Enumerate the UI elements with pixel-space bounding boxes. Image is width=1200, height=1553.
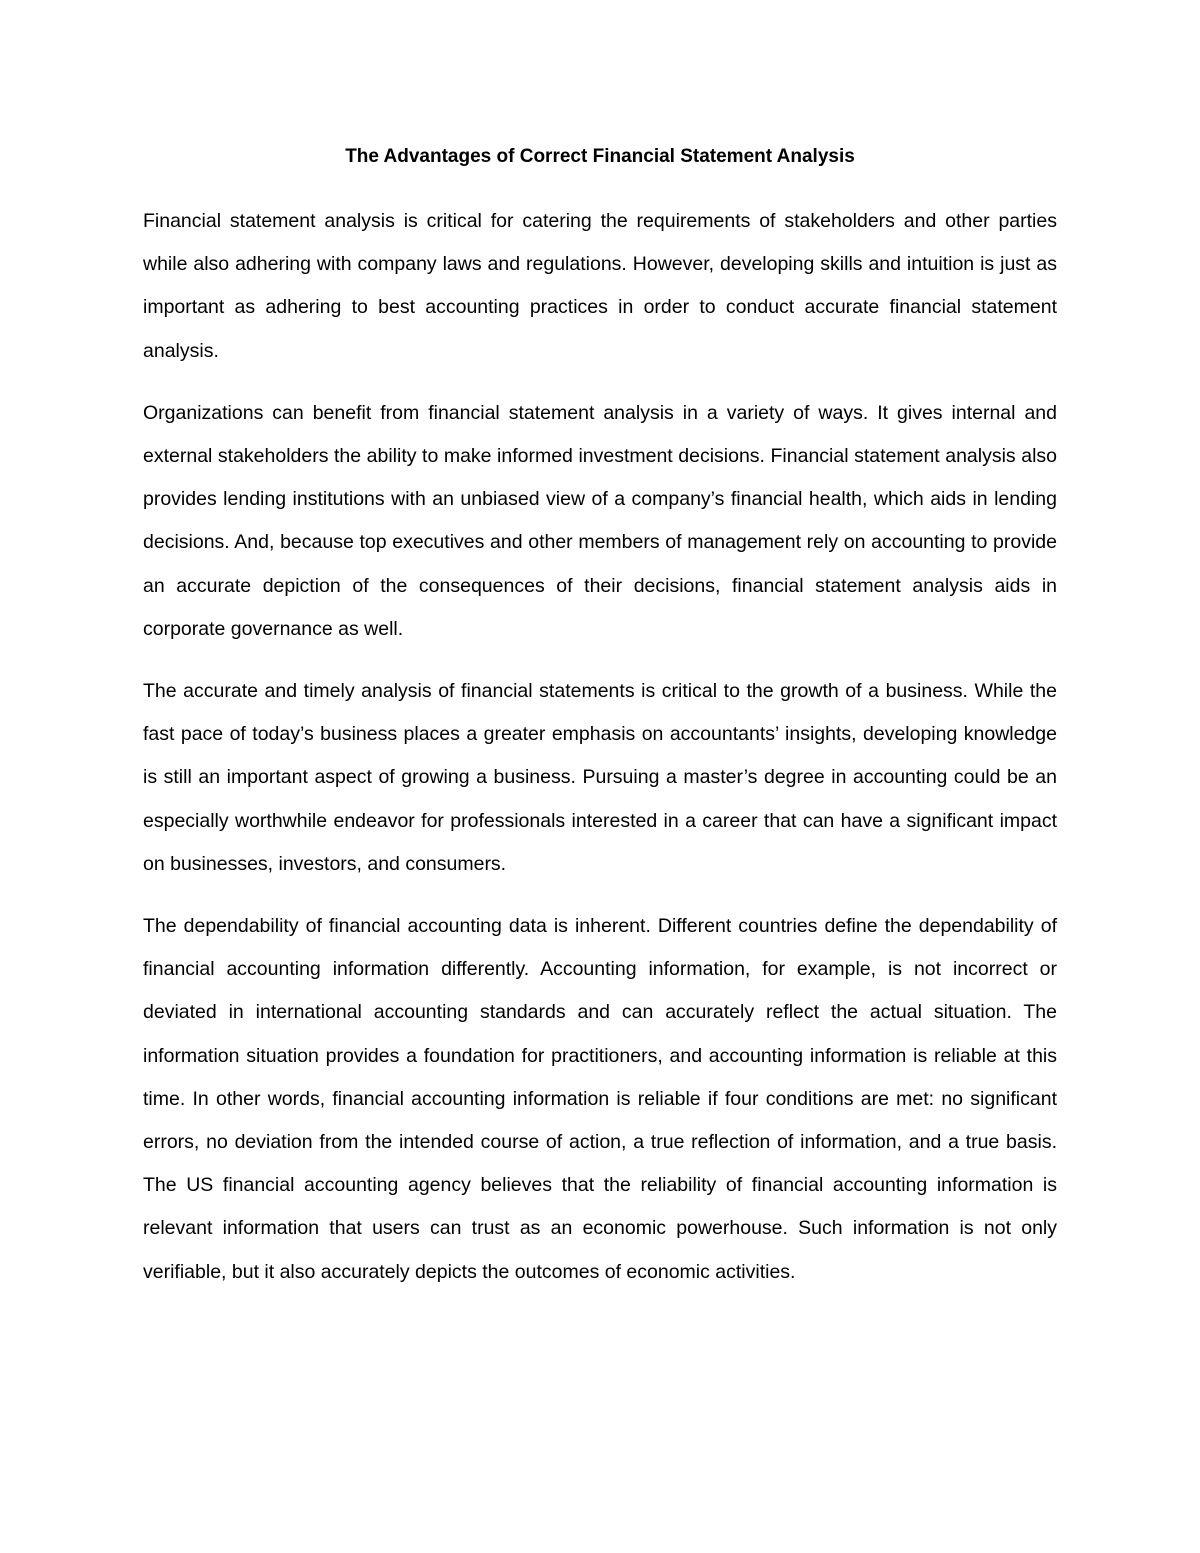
paragraph-intro: Financial statement analysis is critical for catering the requirements of stakeholders and other parties while also adhering with company laws and regulations. However, developing skills and intuition is just as important as adhering to best accounting practices in order to conduct accurate financial statement analysis. <box>143 210 1057 362</box>
paragraph-growth: The accurate and timely analysis of financial statements is critical to the growth of a business. While the fast pace of today’s business places a greater emphasis on accountants’ insights, developing knowledge is still an important aspect of growing a business. Pursuing a master’s degree in accounting could be an especially worthwhile endeavor for professionals interested in a career that can have a significant impact on businesses, investors, and consumers. <box>143 680 1057 875</box>
document-page <box>143 140 1057 1313</box>
paragraph-benefits: Organizations can benefit from financial statement analysis in a variety of ways. It gives internal and external stakeholders the ability to make informed investment decisions. Financial statement analysis also provides lending institutions with an unbiased view of a company’s financial health, which aids in lending decisions. And, because top executives and other members of management rely on accounting to provide an accurate depiction of the consequences of their decisions, financial statement analysis aids in corporate governance as well. <box>143 401 1057 640</box>
paragraph-dependability: The dependability of financial accounting data is inherent. Different countries define the dependability of financial accounting information differently. Accounting information, for example, is not incorrect or deviated in international accounting standards and can accurately reflect the actual situation. The information situation provides a foundation for practitioners, and accounting information is reliable at this time. In other words, financial accounting information is reliable if four conditions are met: no significant errors, no deviation from the intended course of action, a true reflection of information, and a true basis. The US financial accounting agency believes that the reliability of financial accounting information is relevant information that users can trust as an economic powerhouse. Such information is not only verifiable, but it also accurately depicts the outcomes of economic activities. <box>143 915 1057 1283</box>
document-title: The Advantages of Correct Financial Statement Analysis <box>345 146 855 167</box>
